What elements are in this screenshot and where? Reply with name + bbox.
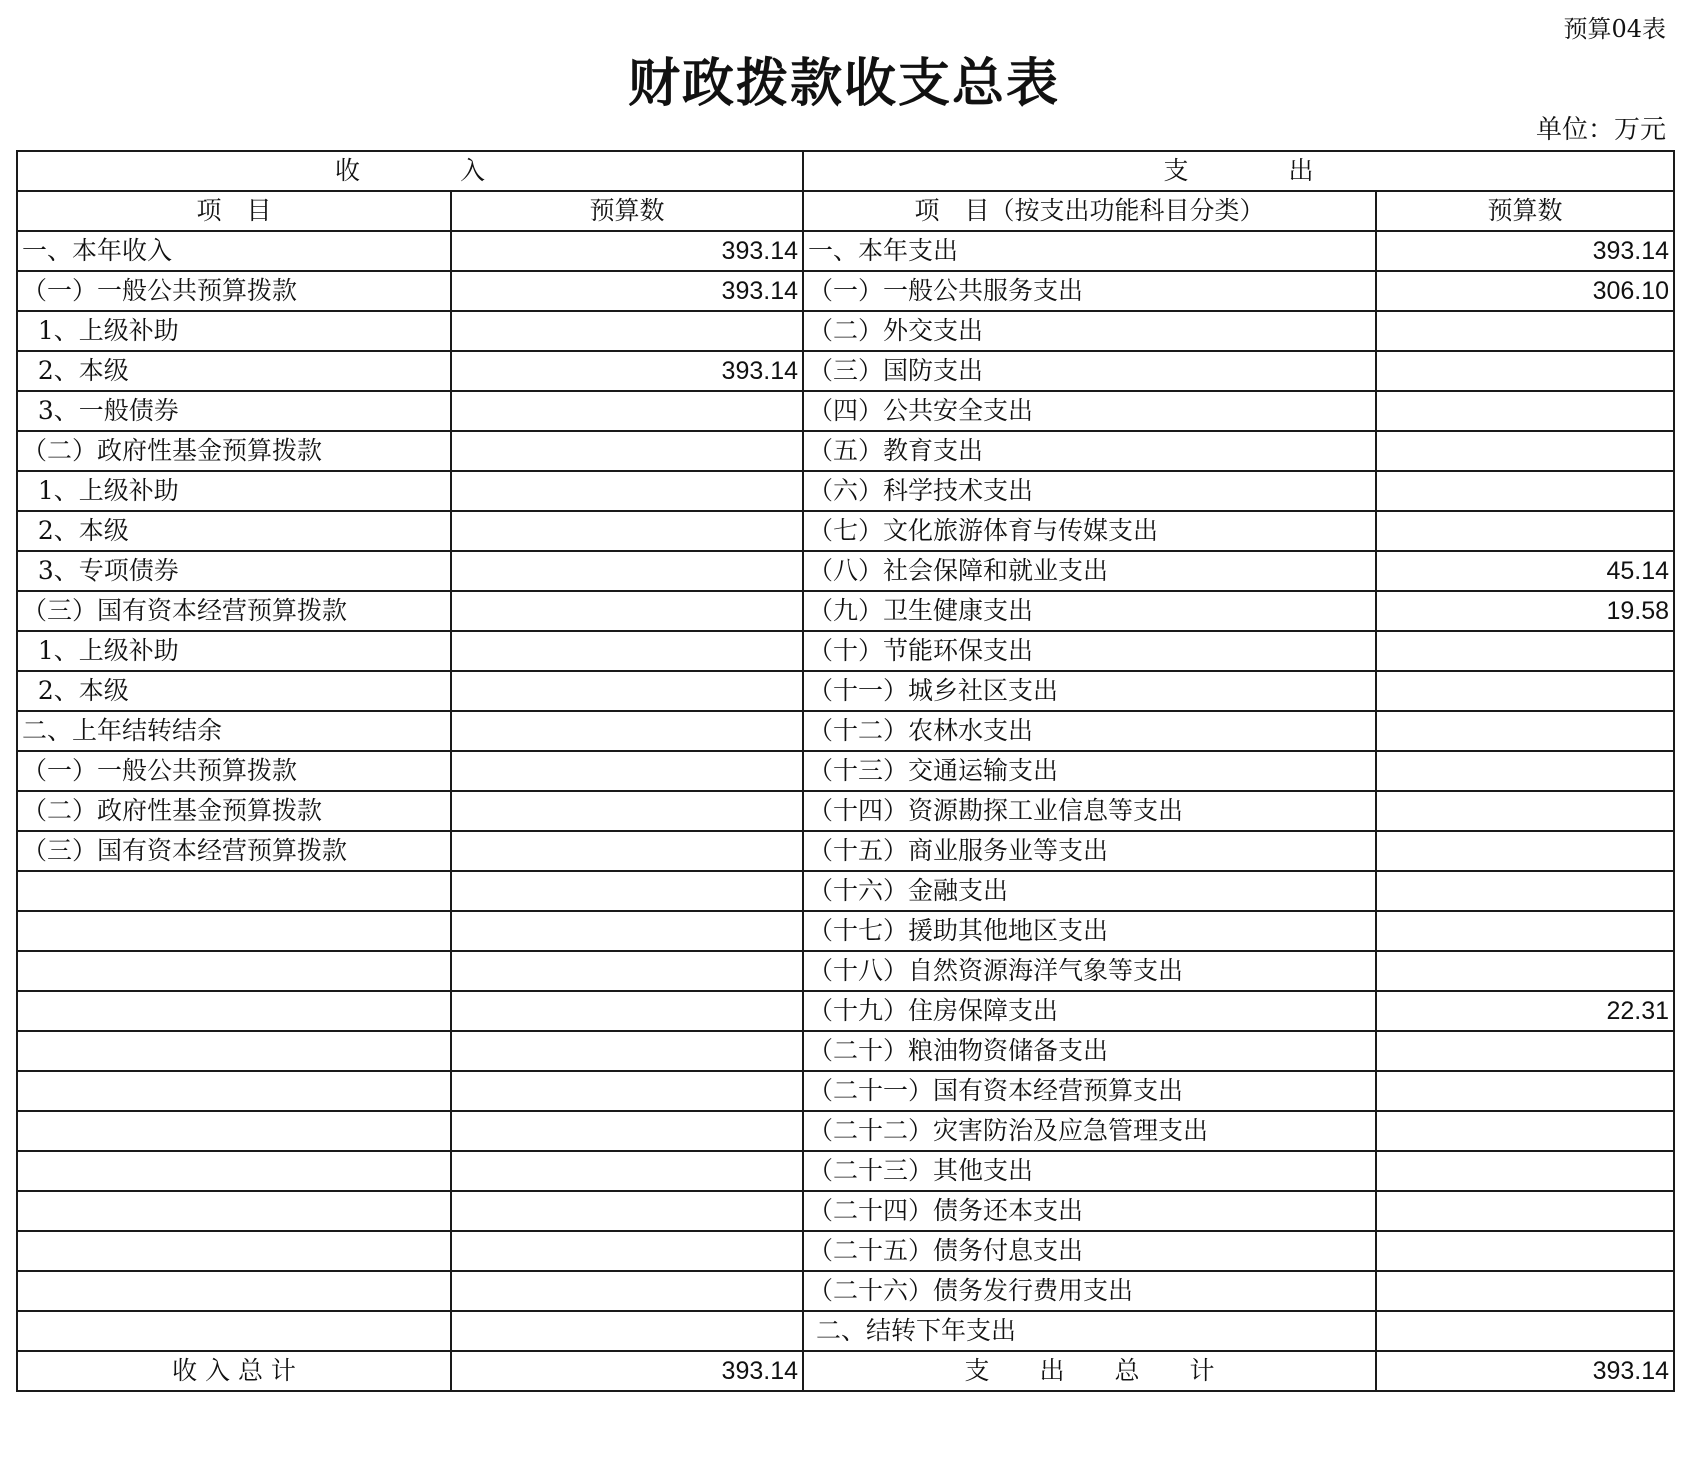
income-amount-cell: 393.14 <box>451 351 803 391</box>
expense-amount-cell <box>1376 471 1674 511</box>
income-amount-cell <box>451 751 803 791</box>
expense-amount-cell <box>1376 671 1674 711</box>
expense-amount-cell <box>1376 791 1674 831</box>
income-item-cell: （一）一般公共预算拨款 <box>17 751 451 791</box>
expense-item-header: 项 目（按支出功能科目分类） <box>803 191 1376 231</box>
expense-amount-cell <box>1376 751 1674 791</box>
expense-item-cell: （二十六）债务发行费用支出 <box>803 1271 1376 1311</box>
expense-amount-cell <box>1376 1271 1674 1311</box>
income-item-cell <box>17 1271 451 1311</box>
expense-item-cell: （二十三）其他支出 <box>803 1151 1376 1191</box>
expense-item-cell: （十一）城乡社区支出 <box>803 671 1376 711</box>
table-row <box>17 511 1674 551</box>
expense-amount-cell <box>1376 311 1674 351</box>
income-total-amount: 393.14 <box>451 1351 803 1391</box>
table-row <box>17 591 1674 631</box>
expense-item-cell: （八）社会保障和就业支出 <box>803 551 1376 591</box>
total-row <box>17 1351 1674 1391</box>
income-item-cell: 二、上年结转结余 <box>17 711 451 751</box>
income-amount-cell <box>451 1151 803 1191</box>
expense-total-label: 支 出 总 计 <box>803 1351 1376 1391</box>
income-item-cell: （二）政府性基金预算拨款 <box>17 431 451 471</box>
table-row <box>17 1311 1674 1351</box>
income-amount-cell <box>451 631 803 671</box>
income-amount-cell <box>451 951 803 991</box>
income-item-cell <box>17 991 451 1031</box>
income-item-cell <box>17 1071 451 1111</box>
expense-amount-cell <box>1376 391 1674 431</box>
income-section-header: 收 入 <box>17 151 803 191</box>
expense-amount-cell <box>1376 1231 1674 1271</box>
table-row <box>17 1151 1674 1191</box>
expense-amount-cell <box>1376 1311 1674 1351</box>
expense-item-cell: （二十五）债务付息支出 <box>803 1231 1376 1271</box>
income-amount-cell <box>451 471 803 511</box>
income-item-cell: 2、本级 <box>17 351 451 391</box>
income-item-cell <box>17 1231 451 1271</box>
income-item-cell: 1、上级补助 <box>17 311 451 351</box>
table-row <box>17 751 1674 791</box>
expense-amount-cell <box>1376 1031 1674 1071</box>
income-item-cell <box>17 951 451 991</box>
income-amount-cell <box>451 1031 803 1071</box>
table-row <box>17 551 1674 591</box>
income-item-cell: 2、本级 <box>17 671 451 711</box>
expense-item-cell: （二十）粮油物资储备支出 <box>803 1031 1376 1071</box>
income-item-cell: 3、专项债券 <box>17 551 451 591</box>
expense-amount-cell <box>1376 711 1674 751</box>
income-amount-cell <box>451 1271 803 1311</box>
expense-amount-cell: 22.31 <box>1376 991 1674 1031</box>
expense-item-cell: （七）文化旅游体育与传媒支出 <box>803 511 1376 551</box>
expense-amount-header: 预算数 <box>1376 191 1674 231</box>
income-item-cell <box>17 871 451 911</box>
income-item-cell: 一、本年收入 <box>17 231 451 271</box>
expense-item-cell: （十九）住房保障支出 <box>803 991 1376 1031</box>
expense-item-cell: （二十四）债务还本支出 <box>803 1191 1376 1231</box>
section-header-row <box>17 151 1674 191</box>
income-item-cell <box>17 1111 451 1151</box>
expense-amount-cell <box>1376 951 1674 991</box>
expense-item-cell: （十六）金融支出 <box>803 871 1376 911</box>
income-amount-cell <box>451 791 803 831</box>
income-amount-cell <box>451 1231 803 1271</box>
table-row <box>17 1111 1674 1151</box>
expense-amount-cell <box>1376 1111 1674 1151</box>
expense-amount-cell <box>1376 431 1674 471</box>
income-item-cell: 2、本级 <box>17 511 451 551</box>
income-item-cell <box>17 911 451 951</box>
table-row <box>17 791 1674 831</box>
income-amount-cell <box>451 1071 803 1111</box>
income-amount-cell <box>451 391 803 431</box>
expense-item-cell: （十四）资源勘探工业信息等支出 <box>803 791 1376 831</box>
income-amount-cell <box>451 671 803 711</box>
income-amount-cell <box>451 1111 803 1151</box>
expense-amount-cell <box>1376 831 1674 871</box>
form-number: 预算04表 <box>1563 15 1666 43</box>
income-amount-cell <box>451 1191 803 1231</box>
income-item-header: 项 目 <box>17 191 451 231</box>
income-amount-cell: 393.14 <box>451 271 803 311</box>
expense-item-cell: （十）节能环保支出 <box>803 631 1376 671</box>
income-item-cell: 1、上级补助 <box>17 471 451 511</box>
income-amount-cell <box>451 311 803 351</box>
budget-table <box>16 150 1675 1392</box>
table-row <box>17 1191 1674 1231</box>
table-body <box>17 231 1674 1351</box>
table-row <box>17 991 1674 1031</box>
expense-amount-cell <box>1376 1071 1674 1111</box>
income-amount-cell <box>451 1311 803 1351</box>
expense-amount-cell <box>1376 1151 1674 1191</box>
income-item-cell: （三）国有资本经营预算拨款 <box>17 831 451 871</box>
income-amount-cell <box>451 871 803 911</box>
unit-label: 单位：万元 <box>1535 115 1666 145</box>
income-item-cell: （三）国有资本经营预算拨款 <box>17 591 451 631</box>
income-amount-cell: 393.14 <box>451 231 803 271</box>
income-item-cell: 1、上级补助 <box>17 631 451 671</box>
expense-item-cell: （十八）自然资源海洋气象等支出 <box>803 951 1376 991</box>
expense-item-cell: （二）外交支出 <box>803 311 1376 351</box>
table-row <box>17 951 1674 991</box>
expense-item-cell: （二十二）灾害防治及应急管理支出 <box>803 1111 1376 1151</box>
table-row <box>17 271 1674 311</box>
income-item-cell: （一）一般公共预算拨款 <box>17 271 451 311</box>
income-amount-cell <box>451 591 803 631</box>
table-row <box>17 871 1674 911</box>
income-amount-cell <box>451 431 803 471</box>
expense-total-amount: 393.14 <box>1376 1351 1674 1391</box>
income-amount-header: 预算数 <box>451 191 803 231</box>
expense-item-cell: 一、本年支出 <box>803 231 1376 271</box>
expense-item-cell: （十五）商业服务业等支出 <box>803 831 1376 871</box>
expense-section-header: 支 出 <box>803 151 1674 191</box>
expense-amount-cell <box>1376 871 1674 911</box>
income-item-cell <box>17 1191 451 1231</box>
table-row <box>17 1031 1674 1071</box>
expense-amount-cell: 45.14 <box>1376 551 1674 591</box>
expense-amount-cell: 393.14 <box>1376 231 1674 271</box>
table-row <box>17 391 1674 431</box>
column-header-row <box>17 191 1674 231</box>
page-title: 财政拨款收支总表 <box>627 53 1060 114</box>
table-row <box>17 831 1674 871</box>
expense-item-cell: （九）卫生健康支出 <box>803 591 1376 631</box>
income-amount-cell <box>451 991 803 1031</box>
income-item-cell <box>17 1151 451 1191</box>
income-item-cell <box>17 1031 451 1071</box>
income-item-cell: （二）政府性基金预算拨款 <box>17 791 451 831</box>
table-row <box>17 631 1674 671</box>
expense-item-cell: （六）科学技术支出 <box>803 471 1376 511</box>
expense-amount-cell: 19.58 <box>1376 591 1674 631</box>
expense-item-cell: （十七）援助其他地区支出 <box>803 911 1376 951</box>
expense-amount-cell <box>1376 1191 1674 1231</box>
income-item-cell <box>17 1311 451 1351</box>
expense-amount-cell <box>1376 351 1674 391</box>
income-amount-cell <box>451 911 803 951</box>
expense-item-cell: （一）一般公共服务支出 <box>803 271 1376 311</box>
expense-item-cell: （十二）农林水支出 <box>803 711 1376 751</box>
income-item-cell: 3、一般债券 <box>17 391 451 431</box>
table-row <box>17 1071 1674 1111</box>
expense-amount-cell: 306.10 <box>1376 271 1674 311</box>
expense-item-cell: （五）教育支出 <box>803 431 1376 471</box>
expense-item-cell: （三）国防支出 <box>803 351 1376 391</box>
table-row <box>17 711 1674 751</box>
expense-amount-cell <box>1376 511 1674 551</box>
income-amount-cell <box>451 511 803 551</box>
income-amount-cell <box>451 551 803 591</box>
table-row <box>17 911 1674 951</box>
income-amount-cell <box>451 831 803 871</box>
table-row <box>17 231 1674 271</box>
table-row <box>17 671 1674 711</box>
table-row <box>17 351 1674 391</box>
table-row <box>17 311 1674 351</box>
income-amount-cell <box>451 711 803 751</box>
table-row <box>17 471 1674 511</box>
expense-item-cell: （十三）交通运输支出 <box>803 751 1376 791</box>
expense-amount-cell <box>1376 911 1674 951</box>
table-row <box>17 1271 1674 1311</box>
expense-amount-cell <box>1376 631 1674 671</box>
expense-item-cell: 二、结转下年支出 <box>803 1311 1376 1351</box>
table-row <box>17 1231 1674 1271</box>
income-total-label: 收 入 总 计 <box>17 1351 451 1391</box>
table-row <box>17 431 1674 471</box>
expense-item-cell: （四）公共安全支出 <box>803 391 1376 431</box>
expense-item-cell: （二十一）国有资本经营预算支出 <box>803 1071 1376 1111</box>
